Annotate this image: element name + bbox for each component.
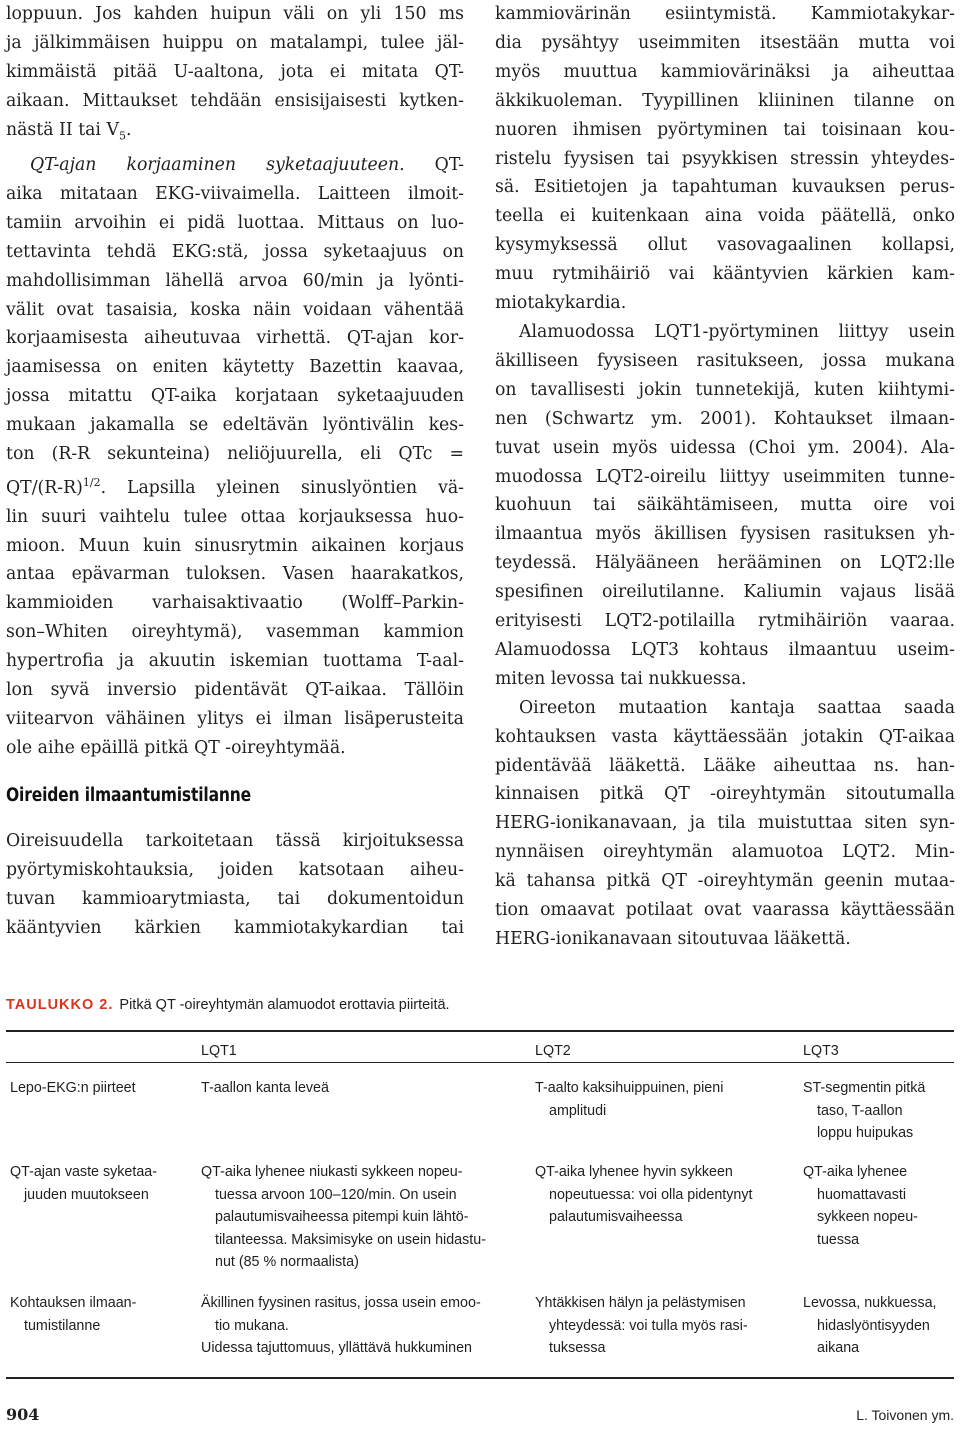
text-line [30,151,464,180]
text-line: ole aihe epäillä pitkä QT -oireyhtymää. [6,737,346,758]
cell-line: Uidessa tajuttomuus, yllättävä hukkuminen [201,1340,472,1356]
table-top-rule [6,1030,954,1032]
paragraph-symptoms [495,0,955,318]
table-row-3-lqt2 [535,1292,748,1360]
text-line: aikaan. Mittaukset tehdään ensisijaisesti kytken- [6,90,464,111]
text-line: nuoren ihmisen pyörtyminen tai toisinaan kou- [495,119,955,140]
paragraph-qt-correction [6,151,464,180]
cell-line: aikana [817,1340,860,1356]
text-line: ristelu fyysisen tai psyykkisen stressin yhteydes- [495,148,955,169]
text-line: viitearvon vähäinen ylitys ei ilman lisäperusteita [6,708,464,729]
text-fragment: nästä II tai V [6,119,119,140]
text-line: son–Whiten oireyhtymä), vasemman kammion [6,622,464,643]
cell-line: yhteydessä: voi tulla myös rasi- [549,1317,748,1334]
cell-line: juuden muutokseen [24,1186,149,1203]
cell-line: tio mukana. [215,1317,289,1334]
text-line: miten levossa tai nukkuessa. [495,668,747,689]
text-line: kääntyvien kärkien kammiotakykardian tai [6,917,464,938]
text-line: nen (Schwartz ym. 2001). Kohtaukset ilmaan- [495,408,955,429]
cell-line: hidaslyöntisyyden [817,1317,930,1334]
cell-line: T-aallon kanta leveä [201,1080,329,1096]
cell-line: tuksessa [549,1340,606,1356]
page-number: 904 [6,1405,40,1424]
cell-line: tuessa arvoon 100–120/min. On usein [215,1186,457,1203]
text-line: muu rytmihäiriö vai kääntyvien kärkien kam- [495,264,955,285]
cell-line: tuessa [817,1231,860,1248]
table-row-2-lqt3 [803,1161,918,1251]
paragraph-subtypes [495,318,955,694]
text-line: Oireeton mutaation kantaja saattaa saada [519,697,955,718]
table-row-2-lqt1 [201,1161,486,1274]
text-line: kammiovärinän esiintymistä. Kammiotakykar- [495,4,955,24]
table-row-1-lqt3 [803,1077,925,1145]
text-line: nynnäisen oireyhtymän alamuotoa LQT2. Min- [495,842,955,863]
text-line: kuohuun tai säikähtämiseen, mutta oire voi [495,495,955,516]
text-line: HERG-ionikanavaan sitoutuvaa lääkettä. [495,929,851,949]
text-line: Alamuodossa LQT3 kohtaus ilmaantuu useim- [495,639,955,660]
table-header-lqt3: LQT3 [803,1043,839,1059]
cell-line: palautumisvaiheessa pitempi kuin lähtö- [215,1209,469,1225]
text-line: on tavallisesti jokin tunnetekijä, kuten kiihtymi- [495,379,955,400]
text-line: Oireisuudella tarkoitetaan tässä kirjoituksessa [6,831,464,851]
text-line: äkilliseen fyysiseen rasitukseen, jossa mukana [495,350,955,371]
cell-line: Levossa, nukkuessa, [803,1295,937,1311]
italic-lead: QT-ajan korjaaminen syketaajuuteen. [30,154,405,175]
section-heading: Oireiden ilmaantumistilanne [6,785,252,806]
text-line: tion omaavat potilaat ovat vaarassa käyttäessään [495,900,955,921]
text-line: antaa epävarman tuloksen. Vasen haarakatkos, [6,564,464,585]
section-paragraph [6,827,464,943]
text-line: ilmaantua myös äkillisen fyysisen rasituksen yh- [495,524,955,545]
text-line: välit ovat tasaisia, koska näin voidaan vähentää [6,299,464,320]
table-caption-label: TAULUKKO 2. [6,997,114,1013]
table-header-lqt2: LQT2 [535,1043,571,1059]
cell-line: ST-segmentin pitkä [803,1080,926,1096]
text-line: jossa mitattu QT-aika korjataan syketaajuuden [6,386,464,407]
table-row-1-lqt2 [535,1077,723,1122]
text-line: HERG-ionikanavaan, ja tila muistuttaa siten syn- [495,813,955,834]
right-column [495,0,955,954]
table-row-2-lqt2 [535,1161,752,1229]
text-line: dia pysähtyy useimmiten itsestään mutta voi [495,32,955,53]
table-row-1-lqt1 [201,1077,329,1100]
text-line: hypertrofia ja akuutin iskemian tuottama T-aal- [6,651,464,672]
text-line: lin suuri vaihtelu tulee ottaa korjauksessa huo- [6,506,464,527]
text-line: kysymyksessä ollut vasovagaalinen kollapsi, [495,235,955,256]
table-header-lqt1: LQT1 [201,1043,237,1059]
cell-line: Yhtäkkisen hälyn ja pelästymisen [535,1295,746,1311]
text-fragment: . [125,119,132,140]
text-line: kimmäistä pitää U-aaltona, jota ei mitata QT- [6,61,464,82]
table-row-3-label [10,1292,136,1337]
text-line: teydessä. Hälyääneen herääminen on LQT2:lle [495,553,955,574]
text-line: miotakykardia. [495,293,627,314]
text-line: muodossa LQT2-oireilu liittyy useimmiten tunne- [495,466,955,487]
cell-line: huomattavasti [817,1186,907,1203]
cell-line: T-aalto kaksihuippuinen, pieni [535,1080,724,1096]
text-line: ja jälkimmäisen huippu on matalampi, tulee jäl- [6,32,464,53]
cell-line: nopeutuessa: voi olla pidentynyt [549,1186,753,1203]
formula-line [6,469,464,503]
table-caption-text: Pitkä QT -oireyhtymän alamuodot erottavia piirteitä. [119,997,450,1013]
text-line: kinnaisen pitkä QT -oireyhtymän sitoutumalla [495,784,955,805]
text-line: korjaamisesta aiheutuvaa virhettä. QT-ajan kor- [6,328,464,349]
text-line: sä. Esitietojen ja tapahtuman kuvauksen perus- [495,177,955,198]
subscript: 5 [118,129,126,143]
text-line: kammioiden varhaisaktivaatio (Wolff–Parkin- [6,593,464,614]
text-line: tuvat usein myös uidessa (Choi ym. 2004). Ala- [495,437,955,458]
cell-line: sykkeen nopeu- [817,1209,918,1225]
paragraph-acquired [495,694,955,954]
text-line: myös muuttua kammiovärinäksi ja aiheuttaa [495,61,955,82]
table-row-1-label [10,1077,136,1100]
text-line: mukaan jakamalla se edeltävän lyöntivälin kes- [6,415,464,436]
paragraph-qt-measurement [6,0,464,151]
table-bottom-rule [6,1377,954,1379]
table-row-3-lqt1 [201,1292,481,1360]
cell-line: amplitudi [549,1102,607,1119]
text-fragment: . Lapsilla yleinen sinuslyöntien vä- [100,477,464,498]
text-line: loppuun. Jos kahden huipun väli on yli 150 ms [6,4,464,24]
cell-line: nut (85 % normaalista) [215,1254,359,1270]
cell-line: palautumisvaiheessa [549,1209,683,1225]
text-line: erityisesti LQT2-potilailla rytmihäiriön vaaraa. [495,611,955,632]
footer-author: L. Toivonen ym. [856,1407,954,1423]
text-line: spesifinen oireilutilanne. Kaliumin vajaus lisää [495,582,955,603]
text-line: mioon. Muun kuin sinusrytmin aikainen korjaus [6,535,464,556]
cell-line: QT-aika lyhenee hyvin sykkeen [535,1164,733,1180]
text-line: ton (R-R sekunteina) neliöjuurella, eli QTc = [6,444,464,465]
text-line: Alamuodossa LQT1-pyörtyminen liittyy usein [519,321,955,342]
table-row-3-lqt3 [803,1292,937,1360]
formula: QT/(R-R) [6,477,83,498]
text-line: kä tahansa pitkä QT -oireyhtymän geenin mutaa- [495,871,955,892]
cell-line: loppu huipukas [817,1125,914,1141]
text-line: äkkikuoleman. Tyypillinen kliininen tilanne on [495,90,955,111]
text-line: mahdollisimman lähellä arvoa 60/min ja lyönti- [6,270,464,291]
cell-line: QT-aika lyhenee niukasti sykkeen nopeu- [201,1164,463,1180]
text-line [6,116,464,151]
text-line: teella ei kuitenkaan aina voida päätellä, onko [495,206,955,227]
text-line: kohtauksen vasta käyttäessään jotakin QT-aikaa [495,726,955,747]
text-line: pyörtymiskohtauksia, joiden katsotaan aiheu- [6,859,464,880]
cell-line: QT-ajan vaste syketaa- [10,1164,158,1180]
text-fragment: QT- [404,154,464,175]
text-line: tamiin arvoihin ei pidä luottaa. Mittaus on luo- [6,212,464,233]
text-line: pidentävää lääkettä. Lääke aiheuttaa ns. han- [495,755,955,776]
superscript: 1/2 [82,475,101,489]
text-line: aika mitataan EKG-viivaimella. Laitteen ilmoit- [6,183,464,204]
left-column [6,0,464,763]
cell-line: tumistilanne [24,1317,101,1334]
cell-line: Kohtauksen ilmaan- [10,1295,137,1311]
cell-line: Äkillinen fyysinen rasitus, jossa usein emoo- [201,1295,481,1311]
text-line: tuvan kammioarytmiasta, tai dokumentoidun [6,888,464,909]
table-header-rule [6,1062,954,1063]
cell-line: Lepo-EKG:n piirteet [10,1080,136,1096]
table-row-2-label [10,1161,157,1206]
table-caption [6,997,450,1013]
paragraph-qt-correction-body [6,180,464,763]
text-line: tettavinta tehdä EKG:stä, jossa syketaajuus on [6,241,464,262]
cell-line: tilanteessa. Maksimisyke on usein hidastu- [215,1231,486,1248]
text-line: lon syvä inversio pidentävät QT-aikaa. Tällöin [6,680,464,701]
cell-line: taso, T-aallon [817,1102,903,1119]
text-line: jaamisessa on eniten käytetty Bazettin kaavaa, [6,357,464,378]
cell-line: QT-aika lyhenee [803,1164,908,1180]
